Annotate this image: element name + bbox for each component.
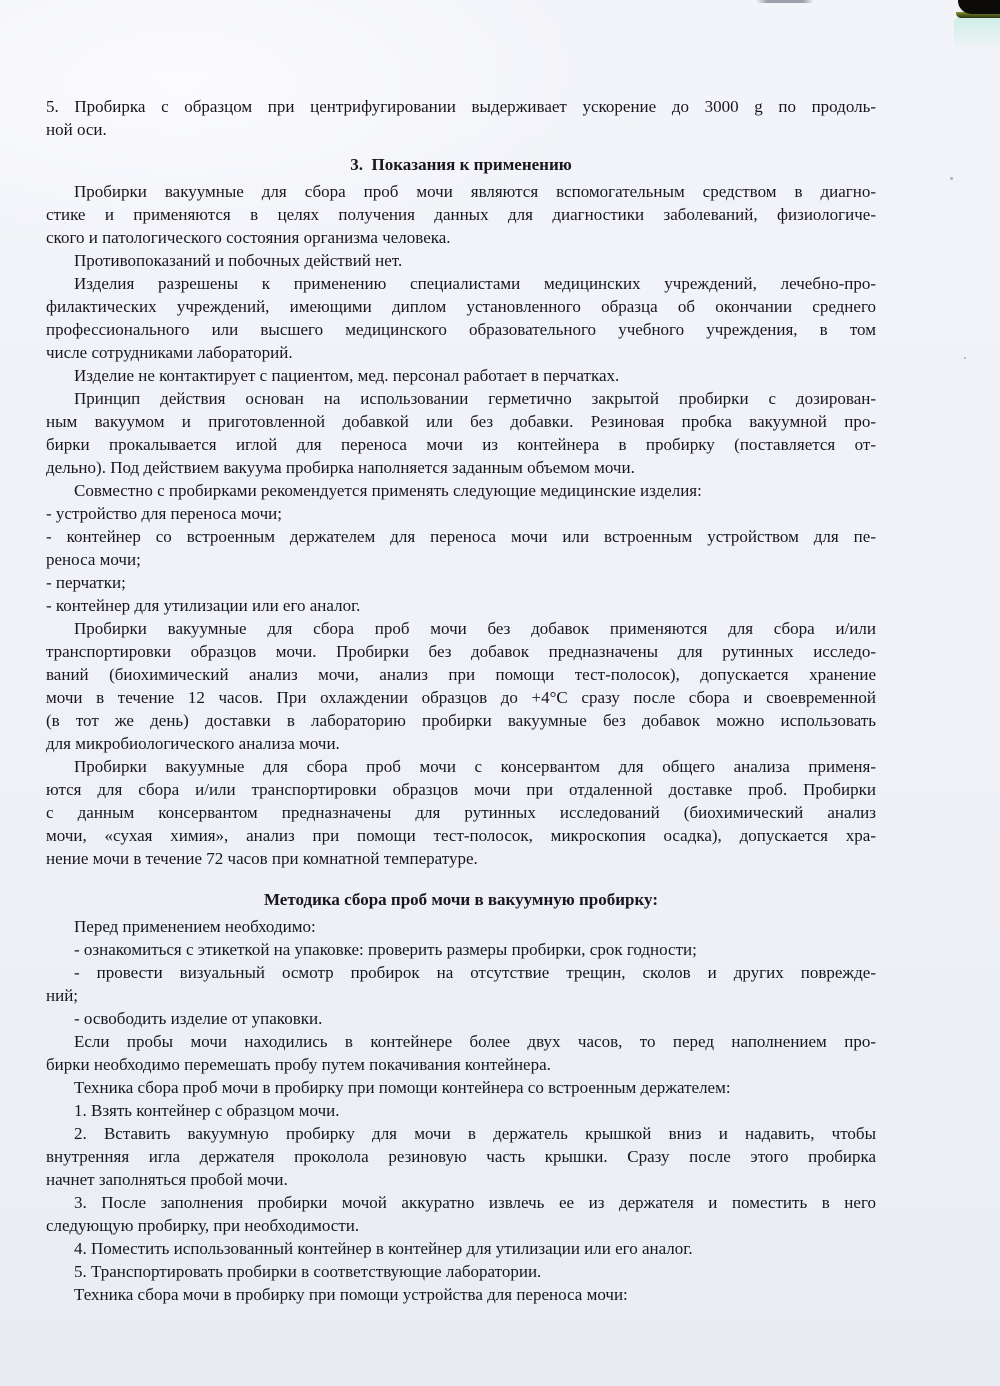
step-5-line: 5. Транспортировать пробирки в соответствующие лаборатории.	[74, 1262, 542, 1281]
para-preservative-tubes	[46, 755, 876, 870]
para-principle-line: Принцип действия основан на использовании герметично закрытой пробирки с дозирован-	[74, 389, 876, 408]
scan-smudge	[756, 0, 814, 3]
step-2-line: 2. Вставить вакуумную пробирку для мочи в держатель крышкой вниз и надавить, чтобы	[74, 1124, 876, 1143]
dust-speck	[964, 357, 966, 359]
step-4-line: 4. Поместить использованный контейнер в контейнер для утилизации или его аналог.	[74, 1239, 693, 1258]
para-authorized-use-line: филактических учреждений, имеющими диплом установленного образца об окончании среднего	[46, 297, 876, 316]
step-1	[46, 1099, 876, 1122]
document-content	[46, 95, 876, 1306]
para-no-patient-contact	[46, 364, 876, 387]
para-recommended-products-line: Совместно с пробирками рекомендуется применять следующие медицинские изделия:	[74, 481, 702, 500]
para-mixing-line: Если пробы мочи находились в контейнере более двух часов, то перед наполнением про-	[74, 1032, 876, 1051]
para-preservative-tubes-line: с данным консервантом предназначены для рутинных исследований (биохимический анализ	[46, 803, 876, 822]
para-preservative-tubes-line: нение мочи в течение 72 часов при комнатной температуре.	[46, 849, 478, 868]
para-no-additive-tubes-line: (в тот же день) доставки в лабораторию пробирки вакуумные без добавок можно использовать	[46, 711, 876, 730]
para-no-additive-tubes	[46, 617, 876, 755]
para-purpose-line: Пробирки вакуумные для сбора проб мочи являются вспомогательным средством в диагно-	[74, 182, 876, 201]
list-container-holder-line: - контейнер со встроенным держателем для переноса мочи или встроенным устройством для пе-	[46, 527, 876, 546]
para-principle	[46, 387, 876, 479]
list-container-holder-line: реноса мочи;	[46, 550, 141, 569]
list-disposal-container	[46, 594, 876, 617]
para-preservative-tubes-line: мочи, «сухая химия», анализ при помощи тест-полосок, микроскопия осадка), допускается хра-	[46, 826, 876, 845]
para-authorized-use-line: Изделия разрешены к применению специалистами медицинских учреждений, лечебно-про-	[74, 274, 876, 293]
para-contraindications-line: Противопоказаний и побочных действий нет.	[74, 251, 403, 270]
heading-indications	[46, 153, 876, 176]
list-transfer-device-line: - устройство для переноса мочи;	[46, 504, 282, 523]
para-mixing-line: бирки необходимо перемешать пробу путем покачивания контейнера.	[46, 1055, 551, 1074]
dust-speck	[950, 177, 953, 180]
list-disposal-container-line: - контейнер для утилизации или его аналог.	[46, 596, 361, 615]
para-principle-line: бирки прокалывается иглой для переноса мочи из контейнера в пробирку (поставляется от-	[46, 435, 876, 454]
list-check-label	[46, 938, 876, 961]
para-before-use-line: Перед применением необходимо:	[74, 917, 316, 936]
list-visual-inspection-line: - провести визуальный осмотр пробирок на отсутствие трещин, сколов и других поврежде-	[74, 963, 876, 982]
para-no-additive-tubes-line: Пробирки вакуумные для сбора проб мочи без добавок применяются для сбора и/или	[74, 619, 876, 638]
para-contraindications	[46, 249, 876, 272]
para-purpose-line: ского и патологического состояния организма человека.	[46, 228, 451, 247]
para-technique-holder-line: Техника сбора проб мочи в пробирку при помощи контейнера со встроенным держателем:	[74, 1078, 731, 1097]
para-authorized-use-line: профессионального или высшего медицинского образовательного учебного учреждения, в том	[46, 320, 876, 339]
item-5-centrifuge-line: 5. Пробирка с образцом при центрифугировании выдерживает ускорение до 3000 g по продоль-	[46, 97, 876, 116]
step-2-line: начнет заполняться пробой мочи.	[46, 1170, 288, 1189]
heading-method-line: Методика сбора проб мочи в вакуумную пробирку:	[263, 890, 658, 909]
list-unpack	[46, 1007, 876, 1030]
corner-scanner-bed	[958, 0, 1000, 14]
para-technique-device-line: Техника сбора мочи в пробирку при помощи устройства для переноса мочи:	[74, 1285, 628, 1304]
para-no-additive-tubes-line: ваний (биохимический анализ мочи, анализ при помощи тест-полосок), допускается хранение	[46, 665, 876, 684]
list-visual-inspection-line: ний;	[46, 986, 79, 1005]
para-technique-holder	[46, 1076, 876, 1099]
para-mixing	[46, 1030, 876, 1076]
list-visual-inspection	[46, 961, 876, 1007]
corner-cyan-glow	[954, 17, 1000, 51]
list-unpack-line: - освободить изделие от упаковки.	[74, 1009, 323, 1028]
para-no-patient-contact-line: Изделие не контактирует с пациентом, мед. персонал работает в перчатках.	[74, 366, 620, 385]
para-principle-line: ным вакуумом и приготовленной добавкой или без добавки. Резиновая пробка вакуумной про-	[46, 412, 876, 431]
list-gloves-line: - перчатки;	[46, 573, 126, 592]
para-authorized-use-line: числе сотрудниками лабораторий.	[46, 343, 293, 362]
step-1-line: 1. Взять контейнер с образцом мочи.	[74, 1101, 340, 1120]
para-principle-line: дельно). Под действием вакуума пробирка наполняется заданным объемом мочи.	[46, 458, 635, 477]
step-4	[46, 1237, 876, 1260]
heading-method	[46, 888, 876, 911]
heading-indications-line: 3. Показания к применению	[350, 155, 572, 174]
step-2	[46, 1122, 876, 1191]
item-5-centrifuge	[46, 95, 876, 141]
step-5	[46, 1260, 876, 1283]
step-2-line: внутренняя игла держателя проколола резиновую часть крышки. Сразу после этого пробирка	[46, 1147, 876, 1166]
para-preservative-tubes-line: ются для сбора и/или транспортировки образцов мочи при отдаленной доставке проб. Пробирки	[46, 780, 876, 799]
para-authorized-use	[46, 272, 876, 364]
para-no-additive-tubes-line: транспортировки образцов мочи. Пробирки без добавок предназначены для рутинных исследо-	[46, 642, 876, 661]
para-no-additive-tubes-line: мочи в течение 12 часов. При охлаждении образцов до +4°С сразу после сбора и своевременной	[46, 688, 876, 707]
para-before-use	[46, 915, 876, 938]
scan-corner-artifact	[952, 0, 1000, 56]
para-no-additive-tubes-line: для микробиологического анализа мочи.	[46, 734, 340, 753]
item-5-centrifuge-line: ной оси.	[46, 120, 107, 139]
list-transfer-device	[46, 502, 876, 525]
para-technique-device	[46, 1283, 876, 1306]
list-check-label-line: - ознакомиться с этикеткой на упаковке: проверить размеры пробирки, срок годности;	[74, 940, 697, 959]
para-purpose	[46, 180, 876, 249]
list-container-holder	[46, 525, 876, 571]
step-3	[46, 1191, 876, 1237]
step-3-line: следующую пробирку, при необходимости.	[46, 1216, 360, 1235]
para-preservative-tubes-line: Пробирки вакуумные для сбора проб мочи с консервантом для общего анализа применя-	[74, 757, 876, 776]
step-3-line: 3. После заполнения пробирки мочой аккуратно извлечь ее из держателя и поместить в него	[74, 1193, 876, 1212]
para-purpose-line: стике и применяются в целях получения данных для диагностики заболеваний, физиологиче-	[46, 205, 876, 224]
para-recommended-products	[46, 479, 876, 502]
list-gloves	[46, 571, 876, 594]
